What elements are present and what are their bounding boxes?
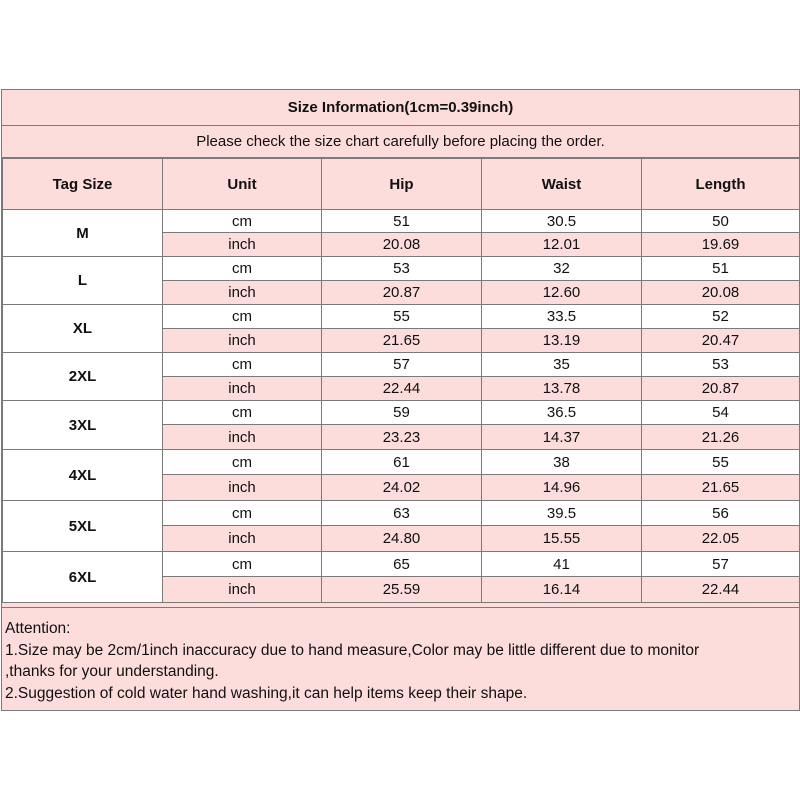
unit-cell: inch [163, 329, 322, 353]
header-length: Length [642, 159, 800, 210]
hip-value-cell: 59 [322, 401, 482, 425]
waist-value-cell: 12.60 [482, 281, 642, 305]
length-value-cell: 21.26 [642, 425, 800, 450]
waist-value-cell: 33.5 [482, 305, 642, 329]
waist-value-cell: 14.37 [482, 425, 642, 450]
length-value-cell: 20.87 [642, 377, 800, 401]
waist-value-cell: 16.14 [482, 577, 642, 603]
unit-cell: cm [163, 501, 322, 526]
hip-value-cell: 22.44 [322, 377, 482, 401]
unit-cell: inch [163, 577, 322, 603]
attention-line: ,thanks for your understanding. [5, 663, 219, 680]
hip-value-cell: 24.80 [322, 526, 482, 552]
hip-value-cell: 63 [322, 501, 482, 526]
size-chart [1, 89, 800, 711]
length-value-cell: 55 [642, 450, 800, 475]
hip-value-cell: 55 [322, 305, 482, 329]
unit-cell: inch [163, 233, 322, 257]
tag-size-cell: 6XL [3, 552, 163, 603]
length-value-cell: 54 [642, 401, 800, 425]
size-row-cm [3, 501, 800, 526]
unit-cell: cm [163, 552, 322, 577]
length-value-cell: 22.44 [642, 577, 800, 603]
unit-cell: inch [163, 377, 322, 401]
header-hip: Hip [322, 159, 482, 210]
waist-value-cell: 36.5 [482, 401, 642, 425]
length-value-cell: 22.05 [642, 526, 800, 552]
attention-line: 1.Size may be 2cm/1inch inaccuracy due to hand measure,Color may be little different due to monitor [5, 641, 700, 659]
tag-size-cell: XL [3, 305, 163, 353]
waist-value-cell: 32 [482, 257, 642, 281]
size-row-cm [3, 552, 800, 577]
unit-cell: cm [163, 401, 322, 425]
unit-cell: inch [163, 475, 322, 501]
size-row-cm [3, 305, 800, 329]
tag-size-cell: 3XL [3, 401, 163, 450]
hip-value-cell: 25.59 [322, 577, 482, 603]
size-row-cm [3, 257, 800, 281]
hip-value-cell: 23.23 [322, 425, 482, 450]
size-row-cm [3, 353, 800, 377]
header-unit: Unit [163, 159, 322, 210]
unit-cell: cm [163, 305, 322, 329]
length-value-cell: 50 [642, 210, 800, 233]
header-waist: Waist [482, 159, 642, 210]
tag-size-cell: 4XL [3, 450, 163, 501]
header-tag-size: Tag Size [3, 159, 163, 210]
tag-size-cell: 5XL [3, 501, 163, 552]
unit-cell: cm [163, 210, 322, 233]
size-table-body [3, 210, 800, 603]
size-row-cm [3, 401, 800, 425]
waist-value-cell: 38 [482, 450, 642, 475]
hip-value-cell: 65 [322, 552, 482, 577]
unit-cell: inch [163, 425, 322, 450]
length-value-cell: 19.69 [642, 233, 800, 257]
length-value-cell: 56 [642, 501, 800, 526]
waist-value-cell: 41 [482, 552, 642, 577]
hip-value-cell: 53 [322, 257, 482, 281]
order-notice: Please check the size chart carefully before placing the order. [2, 126, 799, 158]
unit-cell: cm [163, 353, 322, 377]
waist-value-cell: 35 [482, 353, 642, 377]
hip-value-cell: 21.65 [322, 329, 482, 353]
header-row [3, 159, 800, 210]
hip-value-cell: 61 [322, 450, 482, 475]
waist-value-cell: 13.19 [482, 329, 642, 353]
length-value-cell: 52 [642, 305, 800, 329]
attention-line: 2.Suggestion of cold water hand washing,it can help items keep their shape. [5, 684, 528, 702]
size-table [2, 158, 800, 603]
chart-title: Size Information(1cm=0.39inch) [2, 90, 799, 126]
waist-value-cell: 39.5 [482, 501, 642, 526]
waist-value-cell: 14.96 [482, 475, 642, 501]
tag-size-cell: L [3, 257, 163, 305]
waist-value-cell: 13.78 [482, 377, 642, 401]
unit-cell: inch [163, 281, 322, 305]
length-value-cell: 57 [642, 552, 800, 577]
hip-value-cell: 57 [322, 353, 482, 377]
hip-value-cell: 20.87 [322, 281, 482, 305]
hip-value-cell: 20.08 [322, 233, 482, 257]
unit-cell: cm [163, 450, 322, 475]
length-value-cell: 51 [642, 257, 800, 281]
waist-value-cell: 15.55 [482, 526, 642, 552]
length-value-cell: 53 [642, 353, 800, 377]
length-value-cell: 21.65 [642, 475, 800, 501]
length-value-cell: 20.47 [642, 329, 800, 353]
waist-value-cell: 12.01 [482, 233, 642, 257]
hip-value-cell: 24.02 [322, 475, 482, 501]
unit-cell: cm [163, 257, 322, 281]
tag-size-cell: M [3, 210, 163, 257]
attention-notes [2, 607, 799, 711]
waist-value-cell: 30.5 [482, 210, 642, 233]
attention-heading: Attention: [5, 620, 71, 637]
size-row-cm [3, 210, 800, 233]
unit-cell: inch [163, 526, 322, 552]
size-row-cm [3, 450, 800, 475]
hip-value-cell: 51 [322, 210, 482, 233]
tag-size-cell: 2XL [3, 353, 163, 401]
length-value-cell: 20.08 [642, 281, 800, 305]
